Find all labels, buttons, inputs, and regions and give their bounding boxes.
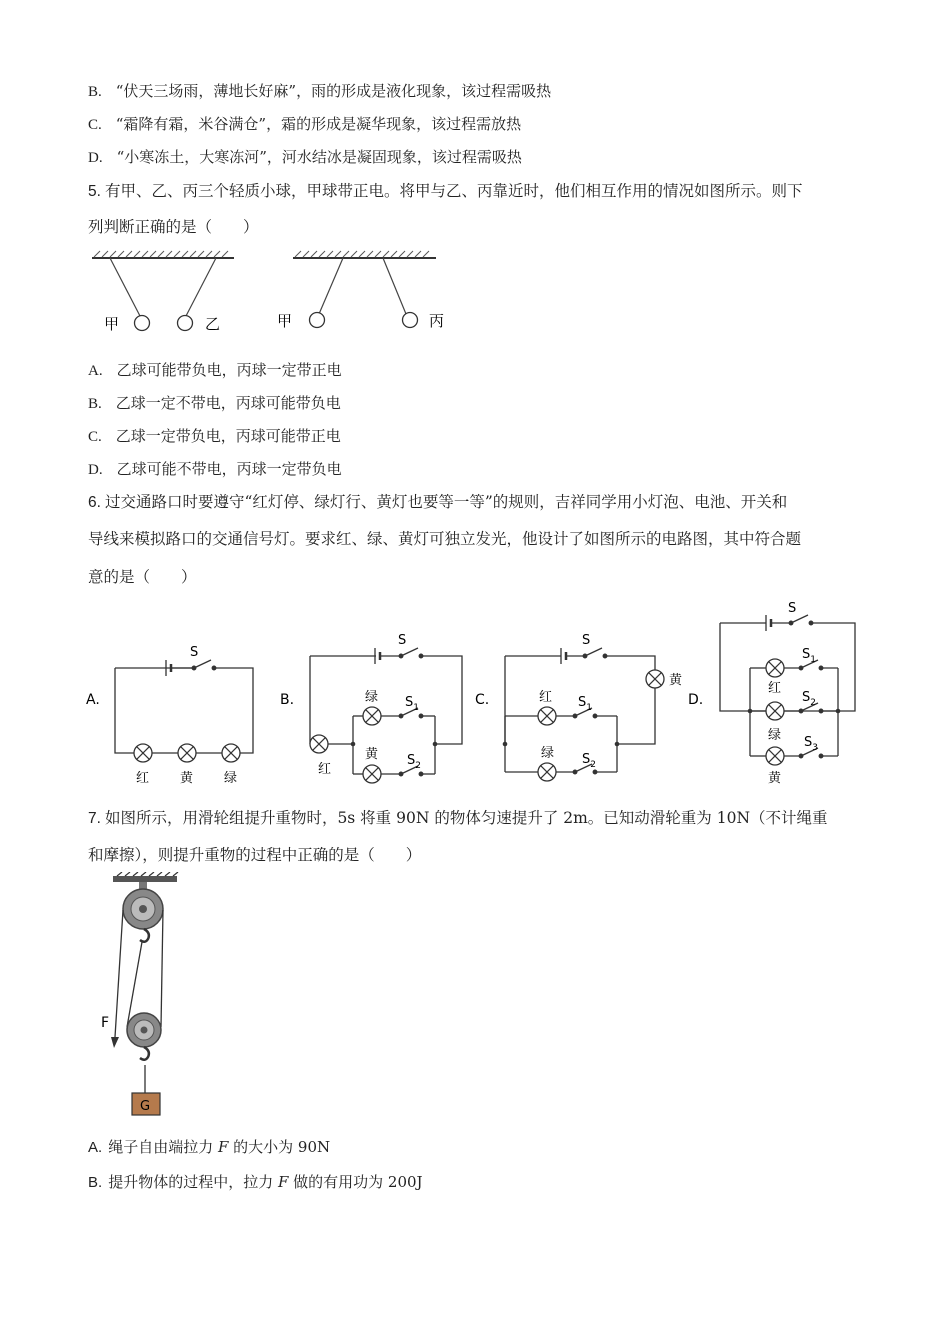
option-text: 乙球一定带负电，丙球可能带正电 bbox=[115, 427, 341, 445]
lamp-label-yellow-d: 黄 bbox=[768, 771, 782, 786]
lamp-label-red-b: 红 bbox=[318, 762, 332, 777]
option-letter: A. bbox=[88, 1139, 103, 1156]
bulb-yellow-a bbox=[178, 744, 196, 762]
pulley-system-figure bbox=[95, 872, 205, 1122]
question-text: 列判断正确的是（ ） bbox=[88, 218, 259, 236]
option-b-prev bbox=[88, 81, 551, 102]
option-letter: A. bbox=[88, 363, 103, 379]
bulb-green-c bbox=[538, 763, 556, 781]
option-d[interactable] bbox=[88, 459, 342, 480]
lamp-label-green-a: 绿 bbox=[224, 771, 238, 786]
option-letter: B. bbox=[88, 1174, 103, 1191]
option-text: 乙球可能带负电，丙球一定带正电 bbox=[116, 361, 342, 379]
force-label: F bbox=[101, 1015, 110, 1031]
option-variable: F bbox=[277, 1173, 289, 1191]
label-jia: 甲 bbox=[104, 315, 120, 333]
switch-s1-c: $S_1$ bbox=[578, 695, 592, 713]
lamp-label-yellow-a: 黄 bbox=[180, 771, 194, 786]
option-letter: D. bbox=[88, 462, 103, 478]
bulb-green-a bbox=[222, 744, 240, 762]
bulb-red-c bbox=[538, 707, 556, 725]
option-c[interactable] bbox=[88, 426, 341, 447]
circuit-d bbox=[720, 615, 855, 758]
lamp-label-yellow-b: 黄 bbox=[365, 747, 379, 762]
ceiling-right bbox=[293, 251, 436, 258]
question-6-line2 bbox=[88, 529, 801, 549]
lamp-label-green-c: 绿 bbox=[541, 746, 555, 761]
switch-s2-c: $S_2$ bbox=[582, 752, 596, 770]
switch-s3-d: $S_3$ bbox=[804, 735, 818, 753]
question-text: 如图所示，用滑轮组提升重物时，5s 将重 90N 的物体匀速提升了 2m。已知动滑轮重为 10N（不计绳重 bbox=[104, 809, 828, 827]
bulb-yellow-d bbox=[766, 747, 784, 765]
switch-label-c: S bbox=[582, 633, 591, 648]
ball-bing bbox=[403, 313, 418, 328]
lamp-label-yellow-c: 黄 bbox=[669, 673, 683, 688]
option-letter: C. bbox=[88, 117, 102, 133]
option-letter: B. bbox=[88, 396, 102, 412]
switch-label-b: S bbox=[398, 633, 407, 648]
circuit-label-d: D. bbox=[688, 692, 704, 708]
question-text: 导线来模拟路口的交通信号灯。要求红、绿、黄灯可独立发光，他设计了如图所示的电路图，其中符合题 bbox=[88, 530, 802, 548]
lamp-label-red-c: 红 bbox=[539, 690, 553, 705]
label-yi: 乙 bbox=[205, 315, 221, 333]
label-jia-2: 甲 bbox=[277, 312, 293, 330]
option-text: 绳子自由端拉力 bbox=[108, 1138, 218, 1156]
ball-jia-2 bbox=[310, 313, 325, 328]
switch-s1-b: $S_1$ bbox=[405, 695, 419, 713]
switch-label-d: S bbox=[788, 601, 797, 616]
question-6-line1 bbox=[88, 492, 787, 513]
switch-s2-b: $S_2$ bbox=[407, 753, 421, 771]
fixed-pulley-hook bbox=[140, 929, 149, 942]
option-text: 乙球一定不带电，丙球可能带负电 bbox=[115, 394, 341, 412]
question-number: 6. bbox=[88, 494, 101, 511]
circuit-label-c: C. bbox=[475, 692, 490, 708]
ball-yi bbox=[178, 316, 193, 331]
question-5-line2 bbox=[88, 217, 259, 237]
bulb-yellow-b bbox=[363, 765, 381, 783]
option-letter: D. bbox=[88, 150, 103, 166]
option-letter: B. bbox=[88, 84, 102, 100]
bulb-red-d bbox=[766, 659, 784, 677]
lamp-label-green-d: 绿 bbox=[768, 728, 782, 743]
bulb-green-d bbox=[766, 702, 784, 720]
option-b-q7[interactable] bbox=[88, 1172, 423, 1193]
circuit-diagrams-figure bbox=[80, 598, 870, 790]
option-text: “伏天三场雨，薄地长好麻”，雨的形成是液化现象，该过程需吸热 bbox=[115, 82, 552, 100]
option-b[interactable] bbox=[88, 393, 341, 414]
question-text: 意的是（ ） bbox=[88, 568, 197, 586]
lamp-label-red-d: 红 bbox=[768, 681, 782, 696]
ceiling-left bbox=[92, 251, 234, 258]
weight-label: G bbox=[140, 1099, 151, 1114]
circuit-label-a: A. bbox=[86, 692, 100, 708]
circuit-c bbox=[505, 648, 655, 774]
option-text: “小寒冻土，大寒冻河”，河水结冰是凝固现象，该过程需吸热 bbox=[116, 148, 522, 166]
circuit-a bbox=[115, 660, 253, 753]
option-text: 做的有用功为 200J bbox=[288, 1173, 423, 1191]
question-number: 7. bbox=[88, 810, 101, 827]
question-6-line3 bbox=[88, 567, 197, 587]
bulb-red-b bbox=[310, 735, 328, 753]
question-text: 有甲、乙、丙三个轻质小球，甲球带正电。将甲与乙、丙靠近时，他们相互作用的情况如图所示。则下 bbox=[104, 182, 803, 200]
switch-s1-d: $S_1$ bbox=[802, 647, 816, 665]
question-number: 5. bbox=[88, 183, 101, 200]
circuit-label-b: B. bbox=[280, 692, 295, 708]
option-text: 提升物体的过程中，拉力 bbox=[108, 1173, 278, 1191]
question-text: 过交通路口时要遵守“红灯停、绿灯行、黄灯也要等一等”的规则，吉祥同学用小灯泡、电池、开关和 bbox=[104, 493, 788, 511]
question-text: 和摩擦），则提升重物的过程中正确的是（ ） bbox=[88, 846, 422, 864]
switch-s2-d: $S_2$ bbox=[802, 690, 816, 708]
lamp-label-red-a: 红 bbox=[136, 771, 150, 786]
option-variable: F bbox=[217, 1138, 229, 1156]
option-a-q7[interactable] bbox=[88, 1137, 330, 1158]
movable-pulley-hook bbox=[140, 1047, 149, 1060]
question-7-line2 bbox=[88, 845, 421, 865]
option-d-prev bbox=[88, 147, 522, 168]
label-bing: 丙 bbox=[429, 312, 445, 330]
option-text: 的大小为 90N bbox=[228, 1138, 331, 1156]
option-text: 乙球可能不带电，丙球一定带负电 bbox=[116, 460, 342, 478]
bulb-green-b bbox=[363, 707, 381, 725]
option-c-prev bbox=[88, 114, 521, 135]
bulb-yellow-c bbox=[646, 670, 664, 688]
force-arrow bbox=[111, 1037, 119, 1048]
option-letter: C. bbox=[88, 429, 102, 445]
question-7-line1 bbox=[88, 808, 828, 829]
question-5-line1 bbox=[88, 181, 802, 202]
switch-label-a: S bbox=[190, 645, 199, 660]
circuit-b bbox=[310, 648, 462, 776]
option-text: “霜降有霜，米谷满仓”，霜的形成是凝华现象，该过程需放热 bbox=[115, 115, 522, 133]
lamp-label-green-b: 绿 bbox=[365, 690, 379, 705]
option-a[interactable] bbox=[88, 360, 342, 381]
ball-jia bbox=[135, 316, 150, 331]
bulb-red-a bbox=[134, 744, 152, 762]
charged-balls-figure bbox=[88, 248, 448, 338]
